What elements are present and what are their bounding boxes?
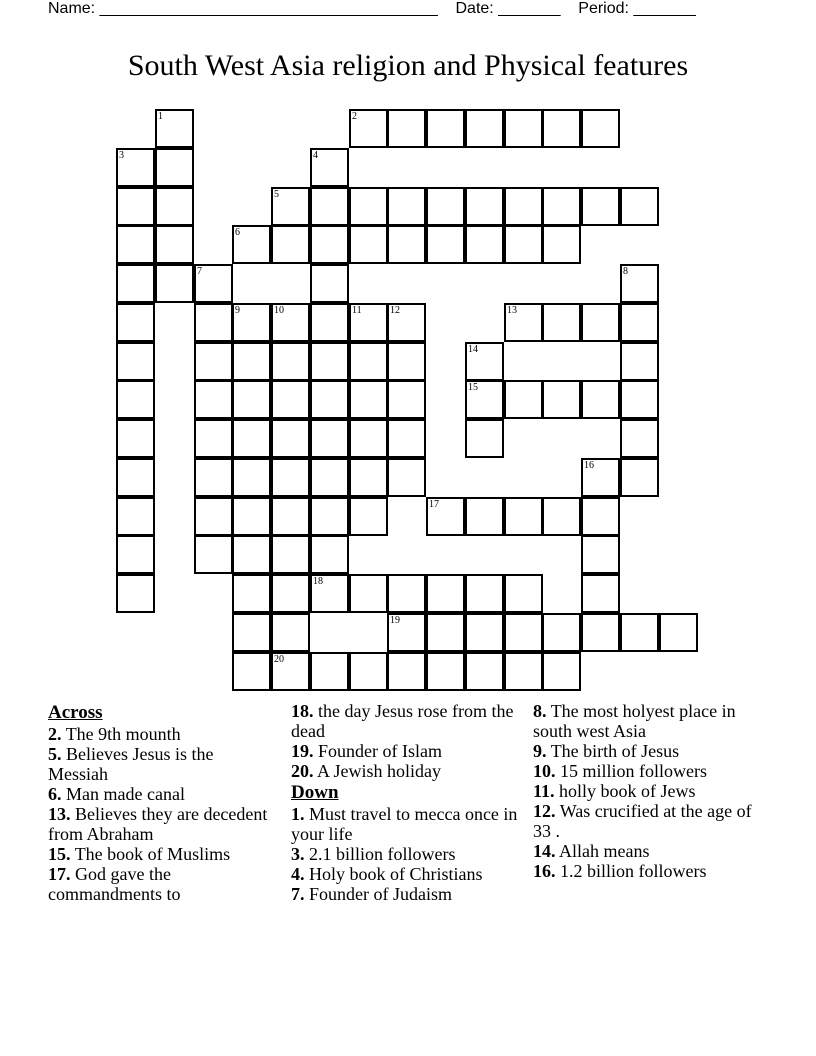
crossword-cell[interactable] (310, 148, 349, 187)
crossword-cell[interactable] (581, 574, 620, 613)
crossword-cell[interactable] (504, 303, 543, 342)
clue-number: 2 (352, 111, 357, 122)
crossword-cell[interactable] (271, 652, 310, 691)
crossword-cell[interactable] (116, 225, 155, 264)
across-clue-6: 6. Man made canal (48, 784, 185, 804)
crossword-cell[interactable] (155, 264, 194, 303)
crossword-cell[interactable] (271, 535, 310, 574)
across-clue-19: 19. Founder of Islam (291, 741, 442, 761)
crossword-cell[interactable] (620, 342, 659, 381)
crossword-cell[interactable] (271, 574, 310, 613)
across-heading: Across (48, 702, 103, 723)
crossword-cell[interactable] (542, 380, 581, 419)
clue-number: 14 (468, 344, 478, 355)
crossword-cell[interactable] (116, 497, 155, 536)
clue-number: 16 (584, 460, 594, 471)
crossword-cell[interactable] (232, 458, 271, 497)
crossword-cell[interactable] (387, 342, 426, 381)
clues-column-3 (533, 701, 768, 881)
crossword-cell[interactable] (271, 613, 310, 652)
crossword-cell[interactable] (620, 187, 659, 226)
down-clue-7: 7. Founder of Judaism (291, 884, 452, 904)
clue-number: 4 (313, 150, 318, 161)
down-clue-1: 1. Must travel to mecca once in your life (291, 804, 518, 844)
across-clue-18: 18. the day Jesus rose from the dead (291, 701, 514, 741)
crossword-cell[interactable] (271, 380, 310, 419)
crossword-cell[interactable] (310, 574, 349, 613)
crossword-cell[interactable] (155, 109, 194, 148)
crossword-cell[interactable] (387, 109, 426, 148)
crossword-cell[interactable] (387, 613, 426, 652)
crossword-cell[interactable] (542, 613, 581, 652)
crossword-cell[interactable] (271, 342, 310, 381)
crossword-cell[interactable] (310, 264, 349, 303)
crossword-cell[interactable] (387, 419, 426, 458)
crossword-cell[interactable] (155, 148, 194, 187)
crossword-cell[interactable] (504, 574, 543, 613)
clue-number: 5 (274, 189, 279, 200)
crossword-cell[interactable] (349, 342, 388, 381)
date-label: Date: (455, 0, 494, 17)
crossword-cell[interactable] (581, 535, 620, 574)
crossword-cell[interactable] (387, 187, 426, 226)
crossword-cell[interactable] (620, 264, 659, 303)
name-field[interactable]: ______________________________________ (99, 0, 438, 17)
crossword-cell[interactable] (542, 187, 581, 226)
crossword-cell[interactable] (232, 419, 271, 458)
crossword-cell[interactable] (504, 652, 543, 691)
crossword-cell[interactable] (504, 497, 543, 536)
crossword-cell[interactable] (349, 652, 388, 691)
crossword-cell[interactable] (387, 380, 426, 419)
across-clue-15: 15. The book of Muslims (48, 844, 231, 864)
crossword-cell[interactable] (310, 535, 349, 574)
across-clue-2: 2. The 9th mounth (48, 724, 181, 744)
crossword-cell[interactable] (581, 187, 620, 226)
crossword-cell[interactable] (349, 109, 388, 148)
crossword-cell[interactable] (232, 342, 271, 381)
crossword-cell[interactable] (349, 303, 388, 342)
crossword-cell[interactable] (581, 109, 620, 148)
crossword-cell[interactable] (232, 380, 271, 419)
crossword-cell[interactable] (194, 497, 233, 536)
crossword-cell[interactable] (426, 109, 465, 148)
crossword-cell[interactable] (659, 613, 698, 652)
clue-number: 9 (235, 305, 240, 316)
crossword-cell[interactable] (387, 652, 426, 691)
crossword-cell[interactable] (271, 187, 310, 226)
crossword-cell[interactable] (232, 303, 271, 342)
clue-number: 3 (119, 150, 124, 161)
crossword-cell[interactable] (194, 380, 233, 419)
crossword-cell[interactable] (504, 109, 543, 148)
crossword-cell[interactable] (310, 652, 349, 691)
clue-number: 18 (313, 576, 323, 587)
clue-number: 8 (623, 266, 628, 277)
crossword-cell[interactable] (426, 574, 465, 613)
crossword-cell[interactable] (465, 109, 504, 148)
crossword-cell[interactable] (620, 613, 659, 652)
crossword-cell[interactable] (155, 187, 194, 226)
crossword-cell[interactable] (426, 652, 465, 691)
crossword-cell[interactable] (465, 225, 504, 264)
crossword-cell[interactable] (116, 535, 155, 574)
clue-number: 12 (390, 305, 400, 316)
crossword-cell[interactable] (426, 613, 465, 652)
crossword-cell[interactable] (116, 458, 155, 497)
across-clue-13: 13. Believes they are decedent from Abraham (48, 804, 268, 844)
down-clue-9: 9. The birth of Jesus (533, 741, 680, 761)
down-clue-10: 10. 15 million followers (533, 761, 707, 781)
clue-number: 6 (235, 227, 240, 238)
crossword-cell[interactable] (620, 303, 659, 342)
down-clue-4: 4. Holy book of Christians (291, 864, 483, 884)
crossword-cell[interactable] (581, 303, 620, 342)
crossword-cell[interactable] (465, 187, 504, 226)
down-clue-12: 12. Was crucified at the age of 33 . (533, 801, 752, 841)
down-clue-16: 16. 1.2 billion followers (533, 861, 707, 881)
crossword-cell[interactable] (542, 303, 581, 342)
crossword-cell[interactable] (426, 187, 465, 226)
crossword-cell[interactable] (349, 187, 388, 226)
crossword-cell[interactable] (349, 380, 388, 419)
crossword-cell[interactable] (310, 380, 349, 419)
crossword-cell[interactable] (504, 187, 543, 226)
down-heading: Down (291, 782, 339, 803)
crossword-cell[interactable] (116, 380, 155, 419)
crossword-cell[interactable] (194, 458, 233, 497)
crossword-cell[interactable] (271, 497, 310, 536)
crossword-cell[interactable] (465, 419, 504, 458)
crossword-cell[interactable] (271, 225, 310, 264)
crossword-cell[interactable] (349, 497, 388, 536)
page-title: South West Asia religion and Physical features (127, 49, 689, 82)
crossword-cell[interactable] (232, 497, 271, 536)
crossword-cell[interactable] (310, 342, 349, 381)
crossword-cell[interactable] (465, 574, 504, 613)
crossword-cell[interactable] (581, 380, 620, 419)
across-clue-5: 5. Believes Jesus is the Messiah (48, 744, 214, 784)
crossword-cell[interactable] (194, 303, 233, 342)
crossword-cell[interactable] (620, 419, 659, 458)
crossword-cell[interactable] (310, 419, 349, 458)
name-label: Name: (48, 0, 96, 17)
clue-number: 15 (468, 382, 478, 393)
crossword-cell[interactable] (542, 497, 581, 536)
crossword-cell[interactable] (387, 303, 426, 342)
crossword-cell[interactable] (310, 225, 349, 264)
down-clue-8: 8. The most holyest place in south west Asia (533, 701, 736, 741)
crossword-cell[interactable] (271, 419, 310, 458)
crossword-cell[interactable] (155, 225, 194, 264)
crossword-cell[interactable] (581, 613, 620, 652)
crossword-cell[interactable] (504, 380, 543, 419)
crossword-cell[interactable] (116, 148, 155, 187)
across-clue-17: 17. God gave the commandments to (48, 864, 181, 904)
crossword-cell[interactable] (232, 613, 271, 652)
crossword-cell[interactable] (349, 419, 388, 458)
crossword-cell[interactable] (310, 303, 349, 342)
crossword-cell[interactable] (194, 535, 233, 574)
crossword-cell[interactable] (310, 187, 349, 226)
crossword-cell[interactable] (271, 303, 310, 342)
crossword-cell[interactable] (194, 264, 233, 303)
crossword-cell[interactable] (542, 652, 581, 691)
clue-number: 20 (274, 654, 284, 665)
crossword-cell[interactable] (310, 458, 349, 497)
crossword-cell[interactable] (116, 264, 155, 303)
clue-number: 13 (507, 305, 517, 316)
crossword-cell[interactable] (310, 497, 349, 536)
crossword-cell[interactable] (581, 458, 620, 497)
date-field[interactable]: _______ (498, 0, 561, 17)
clues-column-2 (291, 701, 523, 904)
crossword-cell[interactable] (465, 497, 504, 536)
crossword-cell[interactable] (620, 380, 659, 419)
crossword-cell[interactable] (387, 574, 426, 613)
crossword-cell[interactable] (504, 225, 543, 264)
crossword-cell[interactable] (232, 574, 271, 613)
crossword-cell[interactable] (271, 458, 310, 497)
crossword-cell[interactable] (232, 225, 271, 264)
period-field[interactable]: _______ (633, 0, 696, 17)
crossword-cell[interactable] (465, 342, 504, 381)
crossword-cell[interactable] (349, 574, 388, 613)
clues-column-1 (48, 701, 273, 904)
crossword-cell[interactable] (426, 225, 465, 264)
down-clue-14: 14. Allah means (533, 841, 650, 861)
crossword-cell[interactable] (465, 613, 504, 652)
crossword-cell[interactable] (194, 342, 233, 381)
clue-number: 19 (390, 615, 400, 626)
crossword-cell[interactable] (581, 497, 620, 536)
clue-number: 17 (429, 499, 439, 510)
crossword-cell[interactable] (116, 574, 155, 613)
down-clue-11: 11. holly book of Jews (533, 781, 696, 801)
clue-number: 1 (158, 111, 163, 122)
crossword-cell[interactable] (116, 303, 155, 342)
crossword-cell[interactable] (232, 652, 271, 691)
crossword-cell[interactable] (194, 419, 233, 458)
crossword-cell[interactable] (465, 380, 504, 419)
crossword-cell[interactable] (542, 225, 581, 264)
across-clue-20: 20. A Jewish holiday (291, 761, 442, 781)
crossword-cell[interactable] (387, 225, 426, 264)
clue-number: 7 (197, 266, 202, 277)
crossword-cell[interactable] (542, 109, 581, 148)
period-label: Period: (578, 0, 629, 17)
crossword-cell[interactable] (116, 187, 155, 226)
crossword-cell[interactable] (349, 458, 388, 497)
crossword-cell[interactable] (116, 342, 155, 381)
crossword-cell[interactable] (232, 535, 271, 574)
crossword-cell[interactable] (349, 225, 388, 264)
crossword-cell[interactable] (465, 652, 504, 691)
crossword-cell[interactable] (116, 419, 155, 458)
crossword-cell[interactable] (504, 613, 543, 652)
down-clue-3: 3. 2.1 billion followers (291, 844, 456, 864)
crossword-cell[interactable] (426, 497, 465, 536)
clue-number: 10 (274, 305, 284, 316)
crossword-cell[interactable] (387, 458, 426, 497)
clue-number: 11 (352, 305, 362, 316)
crossword-cell[interactable] (620, 458, 659, 497)
